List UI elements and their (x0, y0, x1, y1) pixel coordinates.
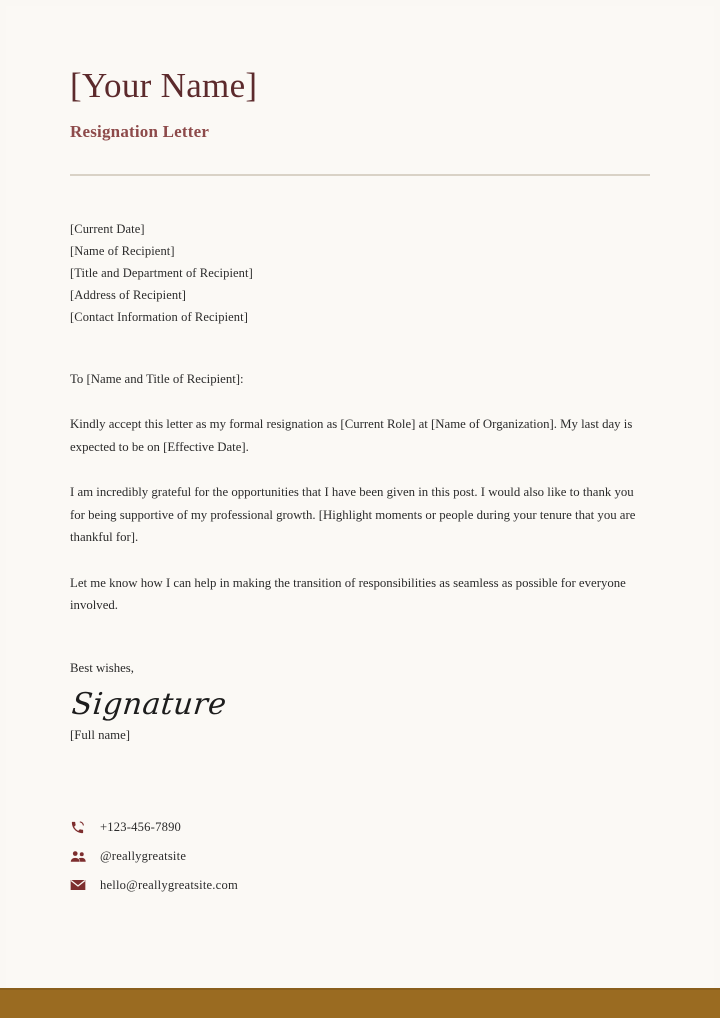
header-divider (70, 174, 650, 176)
contact-row-social (70, 842, 650, 871)
page-title: [Your Name] (70, 66, 258, 105)
recipient-line: [Name of Recipient] (70, 244, 175, 259)
contact-row-phone (70, 813, 650, 842)
recipient-line: [Title and Department of Recipient] (70, 266, 253, 281)
bottom-accent-bar (0, 988, 720, 1018)
signature: Signature (70, 686, 229, 722)
document-subtitle: Resignation Letter (70, 122, 210, 142)
people-icon (70, 848, 90, 864)
contact-list (70, 813, 650, 900)
body-paragraph: Kindly accept this letter as my formal resignation as [Current Role] at [Name of Organization]. My last day is expected to be on [Effective Date]. (70, 417, 633, 454)
salutation: To [Name and Title of Recipient]: (70, 372, 244, 387)
email-address: hello@reallygreatsite.com (100, 877, 238, 892)
body-paragraph: Let me know how I can help in making the transition of responsibilities as seamless as possible for everyone involved. (70, 575, 626, 613)
phone-number: +123-456-7890 (100, 819, 182, 834)
contact-row-email (70, 871, 650, 900)
recipient-line: [Address of Recipient] (70, 288, 187, 303)
closing-line: Best wishes, (70, 660, 134, 675)
envelope-icon (70, 877, 90, 893)
full-name-placeholder: [Full name] (70, 727, 131, 742)
recipient-line: [Contact Information of Recipient] (70, 310, 248, 325)
phone-icon (70, 819, 90, 835)
recipient-block (70, 218, 650, 328)
social-handle: @reallygreatsite (100, 848, 187, 863)
bottom-accent-bar-edge (0, 988, 720, 990)
recipient-line: [Current Date] (70, 222, 145, 237)
body-paragraph: I am incredibly grateful for the opportunities that I have been given in this post. I would also like to thank you for being supportive of my professional growth. [Highlight moments or people during your tenure that you are thankful for]. (70, 485, 636, 545)
